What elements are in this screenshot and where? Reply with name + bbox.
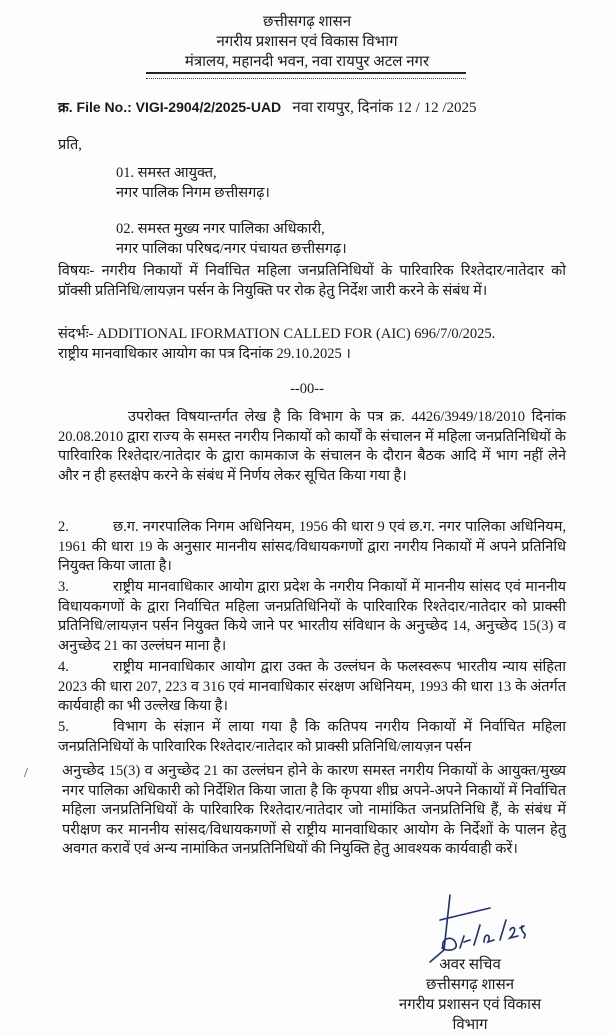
paragraph-1: उपरोक्त विषयान्तर्गत लेख है कि विभाग के पत्र क्र. 4426/3949/18/2010 दिनांक 20.08.2010 द्वारा राज्य के समस्त नगरीय निकायों को कार्यों के संचालन में महिला जनप्रतिनिधियों के पारिवारिक रिश्तेदार/नातेदार के द्वारा कामकाज के संचालन के दौरान बैठक आदि में भाग नहीं लेने और न ही हस्तक्षेप करने के संबंध में निर्णय लेकर सूचित किया गया है। [58, 409, 566, 484]
paragraph-text: राष्ट्रीय मानवाधिकार आयोग द्वारा उक्त के उल्लंघन के फलस्वरूप भारतीय न्याय संहिता 2023 की धारा 207, 223 व 316 एवं मानवाधिकार संरक्षण अधिनियम, 1993 की धारा 13 के अंतर्गत कार्यवाही का भी उल्लेख किया है। [58, 659, 566, 714]
addressee-2-line2: नगर पालिका परिषद/नगर पंचायत छत्तीसगढ़। [116, 240, 347, 257]
department-name: नगरीय प्रशासन एवं विकास विभाग [216, 34, 398, 50]
signatory-designation: अवर सचिव [439, 957, 501, 973]
signatory-govt: छत्तीसगढ़ शासन [425, 977, 515, 993]
paragraph-text: छ.ग. नगरपालिक निगम अधिनियम, 1956 की धारा 9 एवं छ.ग. नगर पालिका अधिनियम, 1961 की धारा 19 के अनुसार माननीय सांसद/विधायकगणों द्वारा नगरीय निकायों में अपने प्रतिनिधि नियुक्त किया जाता है। [58, 519, 566, 574]
paragraph-4 [58, 658, 566, 717]
office-address: मंत्रालय, महानदी भवन, नवा रायपुर अटल नगर [184, 54, 430, 70]
subject: विषयः- नगरीय निकायों में निर्वाचित महिला जनप्रतिनिधियों के पारिवारिक रिश्तेदार/नातेदार को प्रॉक्सी प्रतिनिधि/लायज़न पर्सन के नियुक्ति पर रोक हेतु निर्देश जारी करने के संबंध में। [58, 263, 566, 299]
addressee-2 [116, 220, 347, 259]
paragraph-number: 4. [58, 659, 69, 675]
addressee-1 [116, 164, 270, 203]
reference [58, 325, 495, 364]
letterhead [0, 12, 614, 72]
place-date: नवा रायपुर, दिनांक 12 / 12 /2025 [292, 100, 477, 116]
addressee-1-line1: 01. समस्त आयुक्त, [116, 165, 217, 181]
file-number: क्र. File No.: VIGI-2904/2/2025-UAD [58, 99, 282, 115]
reference-line2: राष्ट्रीय मानवाधिकार आयोग का पत्र दिनांक 29.10.2025 । [58, 345, 351, 362]
paragraph-text: विभाग के संज्ञान में लाया गया है कि कतिपय नगरीय निकायों में निर्वाचित महिला जनप्रतिनिधियों के पारिवारिक रिश्तेदार/नातेदार को प्राक्सी प्रतिनिधि/लायज़न पर्सन [58, 719, 566, 755]
paragraph-text: राष्ट्रीय मानवाधिकार आयोग द्वारा प्रदेश के नगरीय निकायों में माननीय सांसद एवं माननीय विधायकगणों के द्वारा निर्वाचित महिला जनप्रतिधिनियों के पारिवारिक रिश्तेदार/नातेदार को प्राक्सी प्रतिनिधि/लायज़न पर्सन नियुक्त किये जाने पर भारतीय संविधान के अनुच्छेद 14, अनुच्छेद 15(3) व अनुच्छेद 21 का उल्लंघन माना है। [58, 579, 566, 654]
signatory-block [380, 955, 560, 1035]
govt-name: छत्तीसगढ़ शासन [262, 14, 352, 30]
paragraph-number: 2. [58, 519, 69, 535]
addressee-2-line1: 02. समस्त मुख्य नगर पालिका अधिकारी, [116, 221, 325, 237]
paragraph-5-continuation: अनुच्छेद 15(3) व अनुच्छेद 21 का उल्लंघन होने के कारण समस्त नगरीय निकायों के आयुक्त/मुख्य नगर पालिका अधिकारी को निर्देशित किया जाता है कि कृपया शीघ्र अपने-अपने निकायों में निर्वाचित महिला जनप्रतिनिधियों के पारिवारिक रिश्तेदार/नातेदार जो नामांकित जनप्रतिनिधि हैं, के संबंध में परीक्षण कर माननीय सांसद/विधायकगणों से राष्ट्रीय मानवाधिकार आयोग के निर्देशों के पालन हेतु अवगत करावें एवं अन्य नामांकित जनप्रतिनिधियों की नियुक्ति हेतु आवश्यक कार्यवाही करें। [62, 763, 566, 857]
addressee-1-line2: नगर पालिक निगम छत्तीसगढ़। [116, 184, 270, 201]
signatory-department: नगरीय प्रशासन एवं विकास विभाग [398, 997, 542, 1033]
paragraph-3 [58, 578, 566, 656]
header-divider [146, 72, 466, 79]
signature [420, 890, 540, 965]
reference-line1: संदर्भः- ADDITIONAL IFORMATION CALLED FOR (AIC) 696/7/0/2025. [58, 326, 496, 342]
paragraph-number: 5. [58, 719, 69, 735]
separator: --00-- [290, 381, 324, 397]
paragraph-5 [58, 718, 566, 757]
file-line [58, 98, 477, 119]
stray-mark: / [24, 766, 28, 781]
paragraph-2 [58, 518, 566, 577]
prati: प्रति, [58, 137, 82, 153]
paragraph-number: 3. [58, 579, 69, 595]
